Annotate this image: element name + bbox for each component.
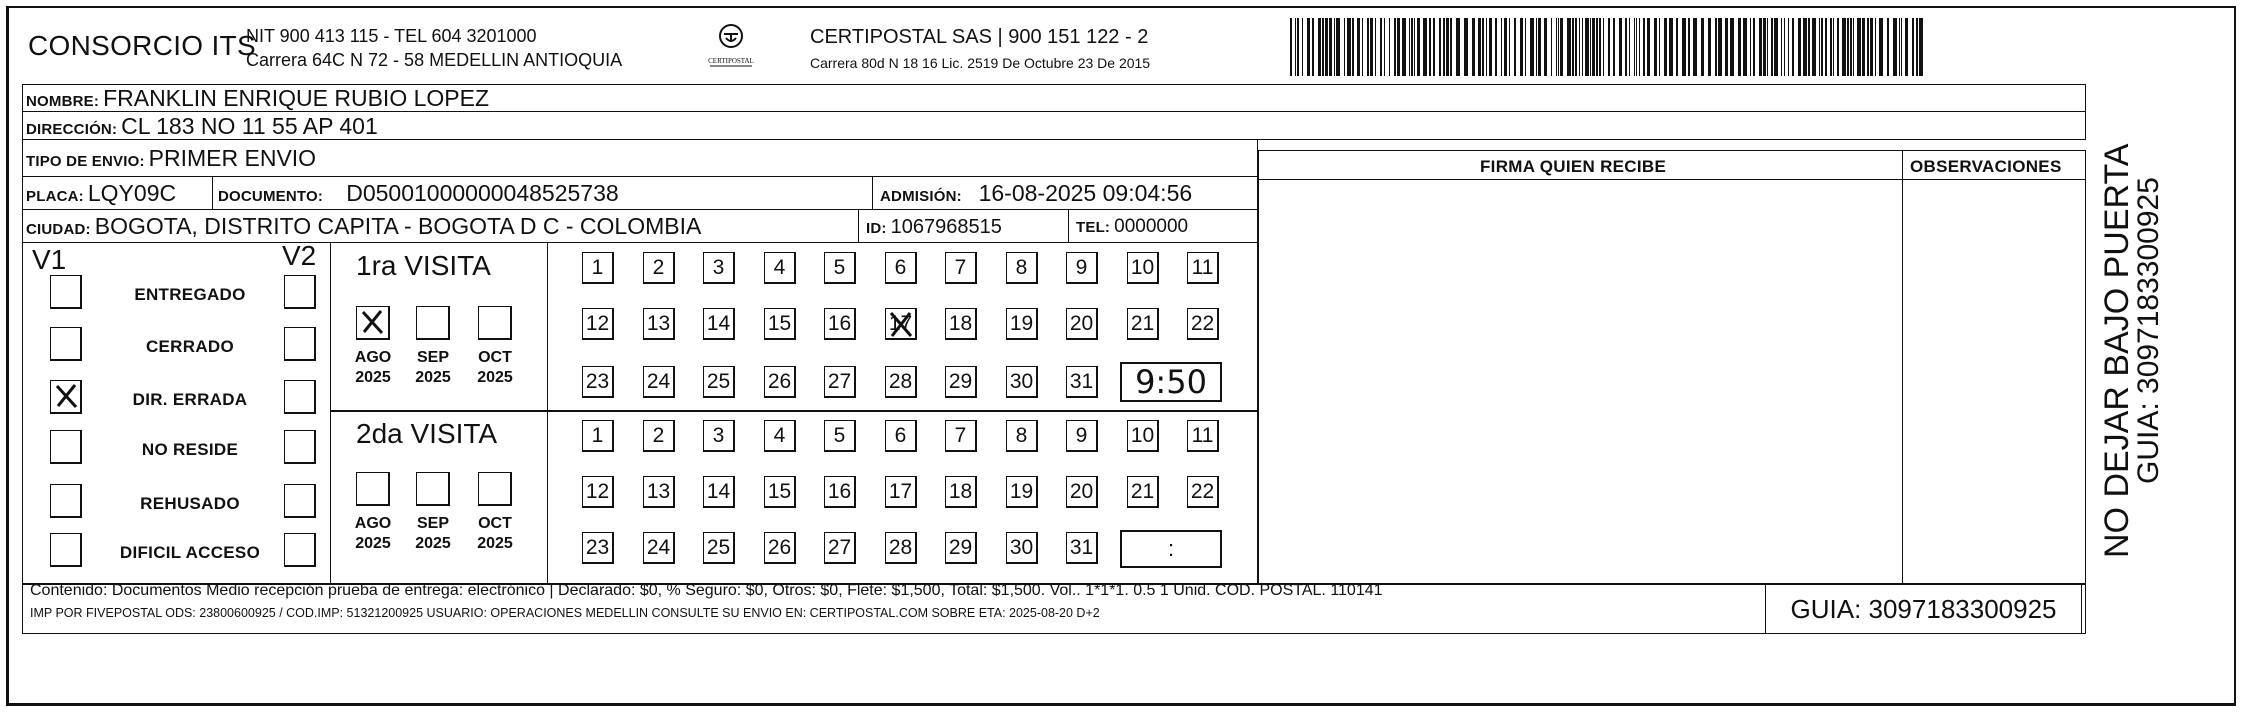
- v2-label: V2: [282, 240, 317, 271]
- obs-divider: [1902, 150, 2086, 584]
- visit1-day[interactable]: 8: [1006, 252, 1038, 284]
- barcode-bar: [1901, 18, 1902, 76]
- visit2-day[interactable]: 5: [824, 420, 856, 452]
- barcode-bar: [1647, 18, 1650, 76]
- barcode-bar: [1411, 18, 1413, 76]
- visit2-day[interactable]: 8: [1006, 420, 1038, 452]
- barcode-bar: [1370, 18, 1373, 76]
- guia-number: GUIA: 3097183300925: [1765, 584, 2082, 634]
- placa-value: LQY09C: [87, 180, 177, 206]
- day-number: 17: [888, 312, 913, 335]
- barcode-bar: [1708, 18, 1711, 76]
- x-mark-icon: [886, 309, 916, 339]
- barcode-bar: [1875, 18, 1876, 76]
- visit1-day[interactable]: 13: [643, 308, 675, 340]
- barcode-bar: [1634, 18, 1635, 76]
- visit1-day[interactable]: 15: [764, 308, 796, 340]
- barcode-bar: [1375, 18, 1376, 76]
- barcode-bar: [1495, 18, 1497, 76]
- visit1-month-name: AGO: [354, 349, 392, 366]
- visit2-day[interactable]: 15: [764, 476, 796, 508]
- barcode-bar: [1446, 18, 1449, 76]
- barcode-bar: [1659, 18, 1660, 76]
- tipo-value: PRIMER ENVIO: [148, 145, 317, 171]
- barcode-bar: [1380, 18, 1382, 76]
- visit2-day[interactable]: 12: [582, 476, 614, 508]
- barcode-bar: [1830, 18, 1832, 76]
- barcode-bar: [1774, 18, 1778, 76]
- barcode-bar: [1893, 18, 1897, 76]
- v1-label: V1: [32, 244, 67, 275]
- visit1-day[interactable]: 24: [643, 366, 675, 398]
- visit1-day[interactable]: 21: [1127, 308, 1159, 340]
- barcode-bar: [1899, 18, 1900, 76]
- visit1-day[interactable]: 2: [643, 252, 675, 284]
- status-label: ENTREGADO: [134, 285, 246, 304]
- visit2-time: :: [1120, 530, 1222, 568]
- visit2-month-checkbox[interactable]: [356, 472, 390, 506]
- visit1-month-name: SEP: [416, 349, 449, 366]
- placa-label: PLACA:: [26, 188, 84, 205]
- visit2-day[interactable]: 22: [1187, 476, 1219, 508]
- visit2-day[interactable]: 17: [885, 476, 917, 508]
- barcode-bar: [1905, 18, 1908, 76]
- v2-checkbox[interactable]: [284, 484, 316, 518]
- barcode-bar: [1297, 18, 1299, 76]
- visit1-day[interactable]: 6: [885, 252, 917, 284]
- visit2-day[interactable]: 4: [764, 420, 796, 452]
- carrier-address: Carrera 80d N 18 16 Lic. 2519 De Octubre 23 De 2015: [810, 55, 1151, 71]
- barcode-bar: [1525, 18, 1526, 76]
- visit1-month-year: 2025: [477, 369, 513, 386]
- visit2-day[interactable]: 29: [945, 532, 977, 564]
- barcode-bar: [1629, 18, 1630, 76]
- barcode-bar: [1544, 18, 1547, 76]
- barcode-bar: [1482, 18, 1484, 76]
- visit1-day[interactable]: 9: [1066, 252, 1098, 284]
- barcode: [1290, 18, 1924, 76]
- barcode-bar: [1812, 18, 1816, 76]
- v2-checkbox[interactable]: [284, 380, 316, 414]
- tel-label: TEL:: [1076, 219, 1111, 236]
- barcode-bar: [1825, 18, 1827, 76]
- visit1-day[interactable]: 29: [945, 366, 977, 398]
- barcode-bar: [1409, 18, 1410, 76]
- visit1-day[interactable]: 12: [582, 308, 614, 340]
- visit1-day[interactable]: 27: [824, 366, 856, 398]
- barcode-bar: [1334, 18, 1335, 76]
- visit1-day[interactable]: 16: [824, 308, 856, 340]
- barcode-bar: [1639, 18, 1640, 76]
- barcode-bar: [1850, 18, 1852, 76]
- visit2-day[interactable]: 21: [1127, 476, 1159, 508]
- id-value: 1067968515: [890, 216, 1002, 238]
- visit1-day[interactable]: 25: [703, 366, 735, 398]
- visit1-month-checkbox[interactable]: [416, 306, 450, 340]
- barcode-bar: [1429, 18, 1431, 76]
- visit2-day[interactable]: 3: [703, 420, 735, 452]
- v1-checkbox[interactable]: [50, 380, 82, 414]
- contenido-text: Contenido: Documentos Medio recepción prueba de entrega: electrónico | Declarado: $0, % Seguro: $0, Otros: $0, Flete: $1,500, Total: $1,500. Vol.. 1*1*1. 0.5 1 Unid. COD. POSTAL. 110141: [30, 582, 1383, 599]
- carrier-line: CERTIPOSTAL SAS | 900 151 122 - 2: [810, 26, 1149, 48]
- barcode-bar: [1472, 18, 1475, 76]
- barcode-bar: [1582, 18, 1583, 76]
- v1-checkbox[interactable]: [50, 327, 82, 361]
- barcode-bar: [1784, 18, 1785, 76]
- barcode-bar: [1592, 18, 1595, 76]
- visit2-day[interactable]: 19: [1006, 476, 1038, 508]
- visit1-day[interactable]: 26: [764, 366, 796, 398]
- barcode-bar: [1912, 18, 1914, 76]
- visit1-day[interactable]: 5: [824, 252, 856, 284]
- barcode-bar: [1402, 18, 1406, 76]
- visit2-month-year: 2025: [477, 535, 513, 552]
- barcode-bar: [1688, 18, 1690, 76]
- barcode-bar: [1456, 18, 1460, 76]
- barcode-bar: [1603, 18, 1604, 76]
- ciudad-value: BOGOTA, DISTRITO CAPITA - BOGOTA D C - COLOMBIA: [94, 213, 702, 239]
- barcode-bar: [1585, 18, 1589, 76]
- barcode-bar: [1916, 18, 1918, 76]
- barcode-bar: [1478, 18, 1481, 76]
- barcode-bar: [1759, 18, 1762, 76]
- barcode-bar: [1362, 18, 1363, 76]
- barcode-bar: [1579, 18, 1580, 76]
- v1-checkbox[interactable]: [50, 533, 82, 567]
- barcode-bar: [1312, 18, 1314, 76]
- visit1-day[interactable]: 20: [1066, 308, 1098, 340]
- barcode-bar: [1394, 18, 1396, 76]
- barcode-bar: [1792, 18, 1794, 76]
- barcode-bar: [1887, 18, 1889, 76]
- barcode-bar: [1302, 18, 1303, 76]
- barcode-bar: [1509, 18, 1510, 76]
- barcode-bar: [1344, 18, 1345, 76]
- visit2-day[interactable]: 16: [824, 476, 856, 508]
- barcode-bar: [1514, 18, 1516, 76]
- visit1-month-checkbox[interactable]: [478, 306, 512, 340]
- barcode-bar: [1798, 18, 1801, 76]
- barcode-bar: [1833, 18, 1834, 76]
- barcode-bar: [1847, 18, 1849, 76]
- logo-text: CERTIPOSTAL: [708, 57, 754, 65]
- barcode-bar: [1753, 18, 1755, 76]
- barcode-bar: [1433, 18, 1435, 76]
- barcode-bar: [1439, 18, 1441, 76]
- visit1-day[interactable]: 19: [1006, 308, 1038, 340]
- direccion-label: DIRECCIÓN:: [26, 121, 118, 138]
- visit1-day[interactable]: 14: [703, 308, 735, 340]
- barcode-bar: [1486, 18, 1487, 76]
- barcode-bar: [1443, 18, 1445, 76]
- barcode-bar: [1701, 18, 1704, 76]
- documento-label: DOCUMENTO:: [218, 188, 324, 205]
- status-label: DIR. ERRADA: [132, 390, 248, 409]
- visit1-month-name: OCT: [478, 349, 512, 366]
- visit2-month-year: 2025: [355, 535, 391, 552]
- barcode-bar: [1781, 18, 1782, 76]
- nombre-value: FRANKLIN ENRIQUE RUBIO LOPEZ: [103, 85, 490, 111]
- barcode-bar: [1808, 18, 1810, 76]
- visit1-day[interactable]: 31: [1066, 366, 1098, 398]
- documento-value: D05001000000048525738: [346, 180, 619, 206]
- visit2-month-checkbox[interactable]: [478, 472, 512, 506]
- barcode-bar: [1608, 18, 1610, 76]
- status-label: CERRADO: [145, 337, 235, 356]
- visit1-day[interactable]: 18: [945, 308, 977, 340]
- tel-value: 0000000: [1114, 216, 1189, 237]
- barcode-bar: [1295, 18, 1296, 76]
- barcode-bar: [1389, 18, 1390, 76]
- barcode-bar: [1857, 18, 1861, 76]
- visit2-day[interactable]: 1: [582, 420, 614, 452]
- visit2-day[interactable]: 26: [764, 532, 796, 564]
- barcode-bar: [1572, 18, 1574, 76]
- visit1-day[interactable]: 30: [1006, 366, 1038, 398]
- visit2-day[interactable]: 10: [1127, 420, 1159, 452]
- address-line: Carrera 64C N 72 - 58 MEDELLIN ANTIOQUIA: [246, 50, 623, 70]
- direccion-value: CL 183 NO 11 55 AP 401: [121, 113, 378, 139]
- barcode-bar: [1821, 18, 1823, 76]
- barcode-bar: [1560, 18, 1563, 76]
- visit2-day[interactable]: 11: [1187, 420, 1219, 452]
- barcode-bar: [1669, 18, 1673, 76]
- visit2-day[interactable]: 24: [643, 532, 675, 564]
- barcode-bar: [1693, 18, 1697, 76]
- admision-label: ADMISIÓN:: [880, 188, 962, 205]
- v2-checkbox[interactable]: [284, 327, 316, 361]
- visit1-day[interactable]: 4: [764, 252, 796, 284]
- barcode-bar: [1867, 18, 1869, 76]
- visit1-day[interactable]: [885, 308, 917, 340]
- barcode-bar: [1715, 18, 1717, 76]
- barcode-bar: [1654, 18, 1657, 76]
- barcode-bar: [1538, 18, 1541, 76]
- barcode-bar: [1384, 18, 1385, 76]
- barcode-bar: [1567, 18, 1571, 76]
- barcode-bar: [1738, 18, 1741, 76]
- visit1-month-label: [348, 348, 398, 388]
- visit1-month-year: 2025: [355, 369, 391, 386]
- barcode-bar: [1464, 18, 1468, 76]
- visit1-day[interactable]: 7: [945, 252, 977, 284]
- visit2-month-name: AGO: [354, 515, 392, 532]
- barcode-bar: [1423, 18, 1427, 76]
- barcode-bar: [1450, 18, 1452, 76]
- barcode-bar: [1718, 18, 1722, 76]
- visit1-day[interactable]: 10: [1127, 252, 1159, 284]
- barcode-bar: [1307, 18, 1310, 76]
- barcode-bar: [1879, 18, 1883, 76]
- barcode-bar: [1788, 18, 1789, 76]
- barcode-bar: [1536, 18, 1537, 76]
- barcode-bar: [1417, 18, 1420, 76]
- visit2-day[interactable]: 23: [582, 532, 614, 564]
- barcode-bar: [1643, 18, 1645, 76]
- barcode-bar: [1357, 18, 1360, 76]
- barcode-bar: [1558, 18, 1559, 76]
- visit2-day[interactable]: 13: [643, 476, 675, 508]
- id-label: ID:: [866, 220, 887, 237]
- visit2-month-label: [408, 514, 458, 554]
- barcode-bar: [1664, 18, 1667, 76]
- barcode-bar: [1322, 18, 1324, 76]
- visit2-month-name: SEP: [416, 515, 449, 532]
- v2-checkbox[interactable]: [284, 275, 316, 309]
- barcode-bar: [1325, 18, 1328, 76]
- barcode-bar: [1763, 18, 1766, 76]
- barcode-bar: [1853, 18, 1854, 76]
- barcode-bar: [1819, 18, 1820, 76]
- barcode-bar: [1676, 18, 1678, 76]
- barcode-bar: [1336, 18, 1340, 76]
- barcode-bar: [1347, 18, 1351, 76]
- status-label: REHUSADO: [140, 494, 240, 513]
- visit1-time: 9:50: [1120, 362, 1222, 402]
- visit2-day[interactable]: 9: [1066, 420, 1098, 452]
- visit2-month-name: OCT: [478, 515, 512, 532]
- visit1-day[interactable]: 11: [1187, 252, 1219, 284]
- nit-line: NIT 900 413 115 - TEL 604 3201000: [246, 26, 537, 46]
- visit2-day[interactable]: 14: [703, 476, 735, 508]
- visit1-title: 1ra VISITA: [356, 250, 491, 281]
- barcode-bar: [1862, 18, 1865, 76]
- barcode-bar: [1767, 18, 1768, 76]
- no-dejar-text: NO DEJAR BAJO PUERTA: [2098, 143, 2136, 558]
- visit2-month-label: [348, 514, 398, 554]
- barcode-bar: [1397, 18, 1400, 76]
- visit1-day[interactable]: 28: [885, 366, 917, 398]
- status-label: DIFICIL ACCESO: [119, 543, 261, 562]
- barcode-bar: [1596, 18, 1598, 76]
- visit1-day[interactable]: 23: [582, 366, 614, 398]
- barcode-bar: [1730, 18, 1734, 76]
- visit1-day[interactable]: 3: [703, 252, 735, 284]
- visit2-day[interactable]: 25: [703, 532, 735, 564]
- barcode-bar: [1619, 18, 1622, 76]
- visit2-month-checkbox[interactable]: [416, 472, 450, 506]
- admision-value: 16-08-2025 09:04:56: [978, 180, 1193, 206]
- nombre-label: NOMBRE:: [26, 93, 100, 110]
- visit1-month-year: 2025: [415, 369, 451, 386]
- observaciones-header: OBSERVACIONES: [1910, 157, 2062, 176]
- visit1-day[interactable]: 22: [1187, 308, 1219, 340]
- barcode-bar: [1750, 18, 1751, 76]
- visit-divider: [330, 410, 1258, 412]
- barcode-bar: [1352, 18, 1354, 76]
- v1-checkbox[interactable]: [50, 430, 82, 464]
- ciudad-label: CIUDAD:: [26, 221, 91, 238]
- visit2-day[interactable]: 7: [945, 420, 977, 452]
- barcode-bar: [1367, 18, 1369, 76]
- barcode-bar: [1504, 18, 1507, 76]
- visit2-month-year: 2025: [415, 535, 451, 552]
- company-info: [246, 24, 622, 72]
- barcode-bar: [1613, 18, 1615, 76]
- visit2-day[interactable]: 18: [945, 476, 977, 508]
- visit2-day[interactable]: 6: [885, 420, 917, 452]
- tipo-label: TIPO DE ENVIO:: [26, 153, 145, 170]
- barcode-bar: [1803, 18, 1807, 76]
- barcode-bar: [1530, 18, 1534, 76]
- visit1-month-label: [470, 348, 520, 388]
- barcode-bar: [1551, 18, 1552, 76]
- carrier-info: [810, 24, 1150, 76]
- imp-text: IMP POR FIVEPOSTAL ODS: 23800600925 / COD.IMP: 51321200925 USUARIO: OPERACIONES MEDELLIN CONSULTE SU ENVIO EN: CERTIPOSTAL.COM SOBRE ETA: 2025-08-20 D+2: [30, 606, 1100, 620]
- visit1-day[interactable]: 1: [582, 252, 614, 284]
- barcode-bar: [1556, 18, 1557, 76]
- status-label: NO RESIDE: [141, 440, 239, 459]
- visit1-month-checkbox[interactable]: [356, 306, 390, 340]
- barcode-bar: [1489, 18, 1492, 76]
- barcode-bar: [1625, 18, 1627, 76]
- barcode-bar: [1771, 18, 1773, 76]
- barcode-bar: [1919, 18, 1923, 76]
- firma-header: FIRMA QUIEN RECIBE: [1480, 157, 1667, 176]
- v1-checkbox[interactable]: [50, 275, 82, 309]
- visit2-month-label: [470, 514, 520, 554]
- barcode-bar: [1414, 18, 1415, 76]
- barcode-bar: [1837, 18, 1839, 76]
- barcode-bar: [1520, 18, 1523, 76]
- visit2-day[interactable]: 2: [643, 420, 675, 452]
- visit2-day[interactable]: 31: [1066, 532, 1098, 564]
- visit2-day[interactable]: 27: [824, 532, 856, 564]
- certipostal-logo: [702, 22, 760, 68]
- barcode-bar: [1575, 18, 1577, 76]
- barcode-bar: [1682, 18, 1686, 76]
- company-name: CONSORCIO ITS: [28, 30, 256, 61]
- barcode-bar: [1599, 18, 1601, 76]
- barcode-bar: [1329, 18, 1332, 76]
- barcode-bar: [1725, 18, 1728, 76]
- v2-checkbox[interactable]: [284, 533, 316, 567]
- visit2-day[interactable]: 30: [1006, 532, 1038, 564]
- barcode-bar: [1501, 18, 1502, 76]
- side-guia-text: GUIA: 3097183300925: [2132, 177, 2165, 484]
- barcode-bar: [1636, 18, 1637, 76]
- visit2-title: 2da VISITA: [356, 418, 498, 449]
- barcode-bar: [1870, 18, 1873, 76]
- visit2-day[interactable]: 28: [885, 532, 917, 564]
- barcode-bar: [1743, 18, 1747, 76]
- barcode-bar: [1590, 18, 1591, 76]
- barcode-bar: [1318, 18, 1321, 76]
- barcode-bar: [1290, 18, 1292, 76]
- v2-checkbox[interactable]: [284, 430, 316, 464]
- barcode-bar: [1842, 18, 1846, 76]
- v1-checkbox[interactable]: [50, 484, 82, 518]
- visit1-month-label: [408, 348, 458, 388]
- visit2-day[interactable]: 20: [1066, 476, 1098, 508]
